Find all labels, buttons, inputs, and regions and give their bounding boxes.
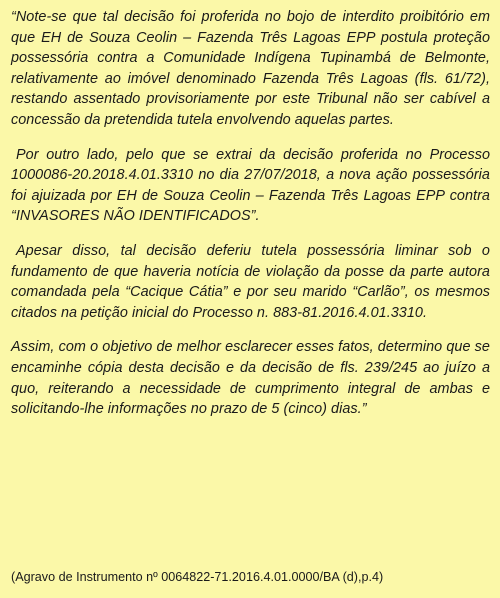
- paragraph-determinacao: Assim, com o objetivo de melhor esclarecer esses fatos, determino que se encaminhe cópia desta decisão e da decisão de fls. 239/245 ao juízo a quo, reiterando a necessidade de cumprimento integral de ambas e solicitando-lhe informações no prazo de 5 (cinco) dias.”: [11, 339, 490, 418]
- paragraph-interdito: “Note-se que tal decisão foi proferida no bojo de interdito proibitório em que EH de Souza Ceolin – Fazenda Três Lagoas EPP postula proteção possessória contra a Comunidade Indígena Tupinambá de Belmonte, relativamente ao imóvel denominado Fazenda Três Lagoas (fls. 61/72), restando assentado provisoriamente por este Tribunal não ser cabível a concessão da pretendida tutela envolvendo aquelas partes.: [11, 9, 490, 128]
- citation-reference: (Agravo de Instrumento nº 0064822-71.2016.4.01.0000/BA (d),p.4): [11, 570, 384, 584]
- paragraph-tutela-liminar: Apesar disso, tal decisão deferiu tutela possessória liminar sob o fundamento de que haveria notícia de violação da posse da parte autora comandada pela “Cacique Cátia” e por seu marido “Carlão”, os mesmos citados na petição inicial do Processo n. 883-81.2016.4.01.3310.: [11, 242, 490, 321]
- paragraph-nova-acao: Por outro lado, pelo que se extrai da decisão proferida no Processo 1000086-20.2018.4.01.3310 no dia 27/07/2018, a nova ação possessória foi ajuizada por EH de Souza Ceolin – Fazenda Três Lagoas EPP contra “INVASORES NÃO IDENTIFICADOS”.: [11, 146, 490, 225]
